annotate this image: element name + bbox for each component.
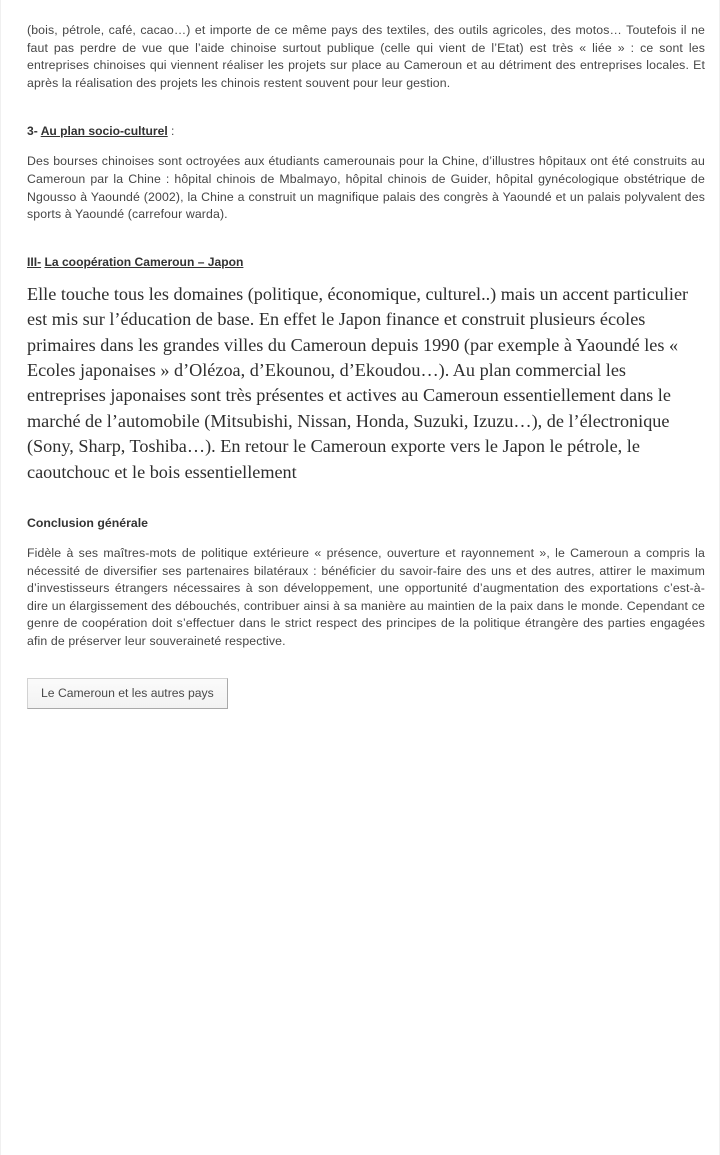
- spacer: [27, 92, 705, 123]
- cameroun-autres-pays-button[interactable]: Le Cameroun et les autres pays: [27, 678, 228, 709]
- spacer: [27, 651, 705, 678]
- heading-cooperation-japon: [27, 254, 705, 270]
- heading-socio-culturel-number: 3-: [27, 124, 38, 139]
- heading-cooperation-japon-title: La coopération Cameroun – Japon: [44, 254, 244, 269]
- heading-socio-culturel: [27, 123, 705, 139]
- spacer: [27, 531, 705, 545]
- paragraph-socio-culturel: Des bourses chinoises sont octroyées aux étudiants camerounais pour la Chine, d’illustres hôpitaux ont été construits au Cameroun par la Chine : hôpital chinois de Mbalmayo, hôpital chinois de Guider, hôpital gynécologique obstétrique de Ngousso à Yaoundé (2002), la Chine a construit un magnifique palais des congrès à Yaoundé et un palais polyvalent des sports à Yaoundé (carrefour warda).: [27, 154, 705, 222]
- spacer: [27, 224, 705, 254]
- document-content: [27, 22, 705, 709]
- spacer: [27, 270, 705, 282]
- heading-socio-culturel-title: Au plan socio-culturel: [40, 124, 168, 139]
- paragraph-cooperation-japon: Elle touche tous les domaines (politique, économique, culturel..) mais un accent particulier est mis sur l’éducation de base. En effet le Japon finance et construit plusieurs écoles primaires dans les grandes villes du Cameroun depuis 1990 (par exemple à Yaoundé les « Ecoles japonaises » d’Olézoa, d’Ekounou, d’Ekoudou…). Au plan commercial les entreprises japonaises sont très présentes et actives au Cameroun essentiellement dans le marché de l’automobile (Mitsubishi, Nissan, Honda, Suzuki, Izuzu…), de l’électronique (Sony, Sharp, Toshiba…). En retour le Cameroun exporte vers le Japon le pétrole, le caoutchouc et le bois essentiellement: [27, 283, 689, 482]
- spacer: [27, 485, 705, 515]
- spacer: [27, 139, 705, 153]
- heading-socio-culturel-suffix: :: [167, 124, 175, 139]
- paragraph-conclusion: Fidèle à ses maîtres-mots de politique extérieure « présence, ouverture et rayonnement », le Cameroun a compris la nécessité de diversifier ses partenaires bilatéraux : bénéficier du savoir-faire des uns et des autres, attirer le maximum d’investisseurs étrangers nécessaires à son développement, une opportunité d’augmentation des exportations c’est-à-dire un élargissement des débouchés, contribuer ainsi à sa manière au maintien de la paix dans le monde. Cependant ce genre de coopération doit s’effectuer dans le strict respect des principes de la politique étrangère des parties engagées afin de préserver leur souveraineté respective.: [27, 546, 705, 648]
- paragraph-china-trade: (bois, pétrole, café, cacao…) et importe de ce même pays des textiles, des outils agricoles, des motos… Toutefois il ne faut pas perdre de vue que l’aide chinoise surtout publique (celle qui vient de l’Etat) est très « liée » : ce sont les entreprises chinoises qui viennent réaliser les projets sur place au Cameroun et au détriment des entreprises locales. Et après la réalisation des projets les chinois restent souvent pour leur gestion.: [27, 23, 705, 90]
- heading-cooperation-japon-number: III-: [27, 254, 42, 269]
- heading-conclusion-generale: Conclusion générale: [27, 516, 148, 530]
